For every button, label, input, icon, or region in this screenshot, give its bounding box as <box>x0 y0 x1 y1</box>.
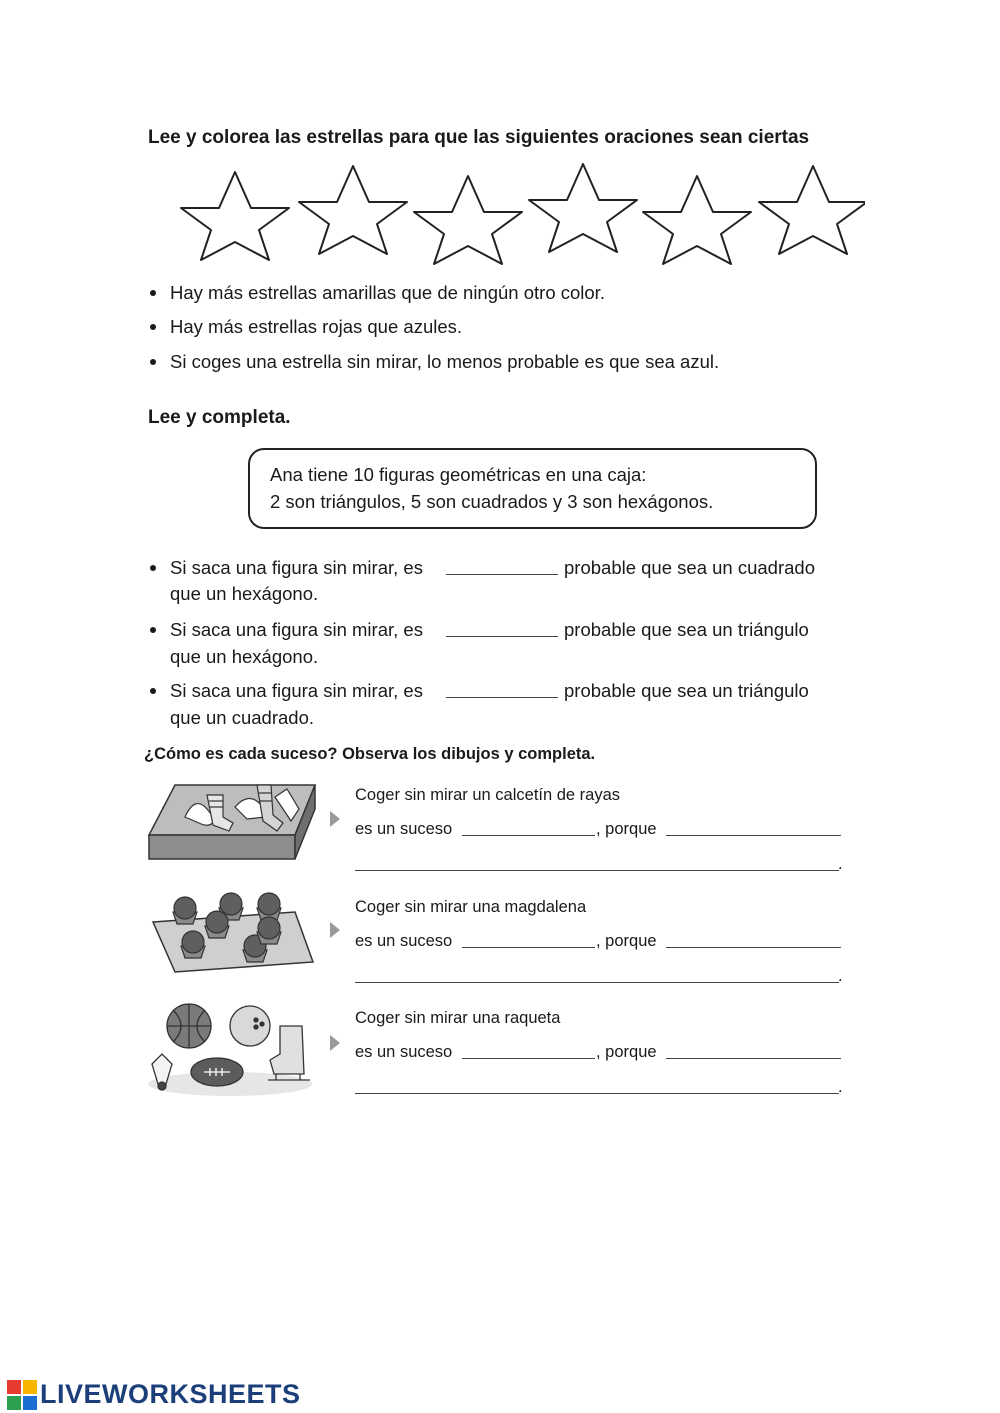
section2-item-3-line2: que un cuadrado. <box>170 707 315 728</box>
star-1[interactable] <box>181 172 289 260</box>
info-box-line-2: 2 son triángulos, 5 son cuadrados y 3 son hexágonos. <box>270 491 714 512</box>
stars-row <box>145 160 865 270</box>
info-box <box>248 448 817 529</box>
event-2-porque: , porque <box>596 932 657 950</box>
box-of-socks-picture <box>145 777 320 867</box>
event-1-arrow <box>330 811 340 827</box>
section2-item-2-line2: que un hexágono. <box>170 646 319 667</box>
star-5[interactable] <box>643 176 751 264</box>
section1-bullet-3: Si coges una estrella sin mirar, lo menos probable es que sea azul. <box>170 351 720 372</box>
footer-brand[interactable]: LIVEWORKSHEETS <box>40 1379 301 1409</box>
section1-bullet-1: Hay más estrellas amarillas que de ningún otro color. <box>170 282 605 303</box>
star-4[interactable] <box>529 164 637 252</box>
logo-block-green <box>7 1396 21 1410</box>
logo-block-yellow <box>23 1380 37 1394</box>
section1-title: Lee y colorea las estrellas para que las siguientes oraciones sean ciertas <box>148 127 810 148</box>
footer-logo <box>7 1380 37 1410</box>
section3-title: ¿Cómo es cada suceso? Observa los dibujos y completa. <box>144 745 596 763</box>
section2-item-1-blank[interactable] <box>446 574 558 575</box>
event-2-end: . <box>838 967 843 985</box>
star-3[interactable] <box>414 176 522 264</box>
event-1-porque-blank[interactable] <box>666 835 841 836</box>
section2-item-2-before: Si saca una figura sin mirar, es <box>170 619 423 640</box>
logo-block-red <box>7 1380 21 1394</box>
section2-title: Lee y completa. <box>148 407 291 428</box>
event-3-suceso: es un suceso <box>355 1043 453 1061</box>
event-1-suceso-blank[interactable] <box>462 835 595 836</box>
section2-item-1-before: Si saca una figura sin mirar, es <box>170 557 423 578</box>
info-box-line-1: Ana tiene 10 figuras geométricas en una caja: <box>270 464 647 485</box>
event-3-suceso-blank[interactable] <box>462 1058 595 1059</box>
event-1-prompt: Coger sin mirar un calcetín de rayas <box>355 786 621 804</box>
event-1-porque: , porque <box>596 820 657 838</box>
section2-item-3-before: Si saca una figura sin mirar, es <box>170 680 423 701</box>
section2-item-1-line2: que un hexágono. <box>170 583 319 604</box>
section2-item-2-after: probable que sea un triángulo <box>564 619 809 640</box>
event-3-end: . <box>838 1078 843 1096</box>
event-1-suceso: es un suceso <box>355 820 453 838</box>
event-2-porque-blank[interactable] <box>666 947 841 948</box>
tray-of-muffins-picture <box>145 892 320 977</box>
event-1-end: . <box>838 855 843 873</box>
star-6[interactable] <box>759 166 865 254</box>
event-1-reason-line[interactable] <box>355 870 839 871</box>
section2-item-1-after: probable que sea un cuadrado <box>564 557 815 578</box>
event-2-reason-line[interactable] <box>355 982 839 983</box>
section1-bullet-2: Hay más estrellas rojas que azules. <box>170 316 463 337</box>
event-3-prompt: Coger sin mirar una raqueta <box>355 1009 561 1027</box>
event-2-prompt: Coger sin mirar una magdalena <box>355 898 587 916</box>
event-3-reason-line[interactable] <box>355 1093 839 1094</box>
event-3-porque: , porque <box>596 1043 657 1061</box>
event-2-suceso: es un suceso <box>355 932 453 950</box>
section2-item-3-blank[interactable] <box>446 697 558 698</box>
event-3-porque-blank[interactable] <box>666 1058 841 1059</box>
event-2-arrow <box>330 922 340 938</box>
star-2[interactable] <box>299 166 407 254</box>
sports-items-picture <box>142 1000 317 1100</box>
section2-item-2-blank[interactable] <box>446 636 558 637</box>
logo-block-blue <box>23 1396 37 1410</box>
event-3-arrow <box>330 1035 340 1051</box>
event-2-suceso-blank[interactable] <box>462 947 595 948</box>
section2-item-3-after: probable que sea un triángulo <box>564 680 809 701</box>
